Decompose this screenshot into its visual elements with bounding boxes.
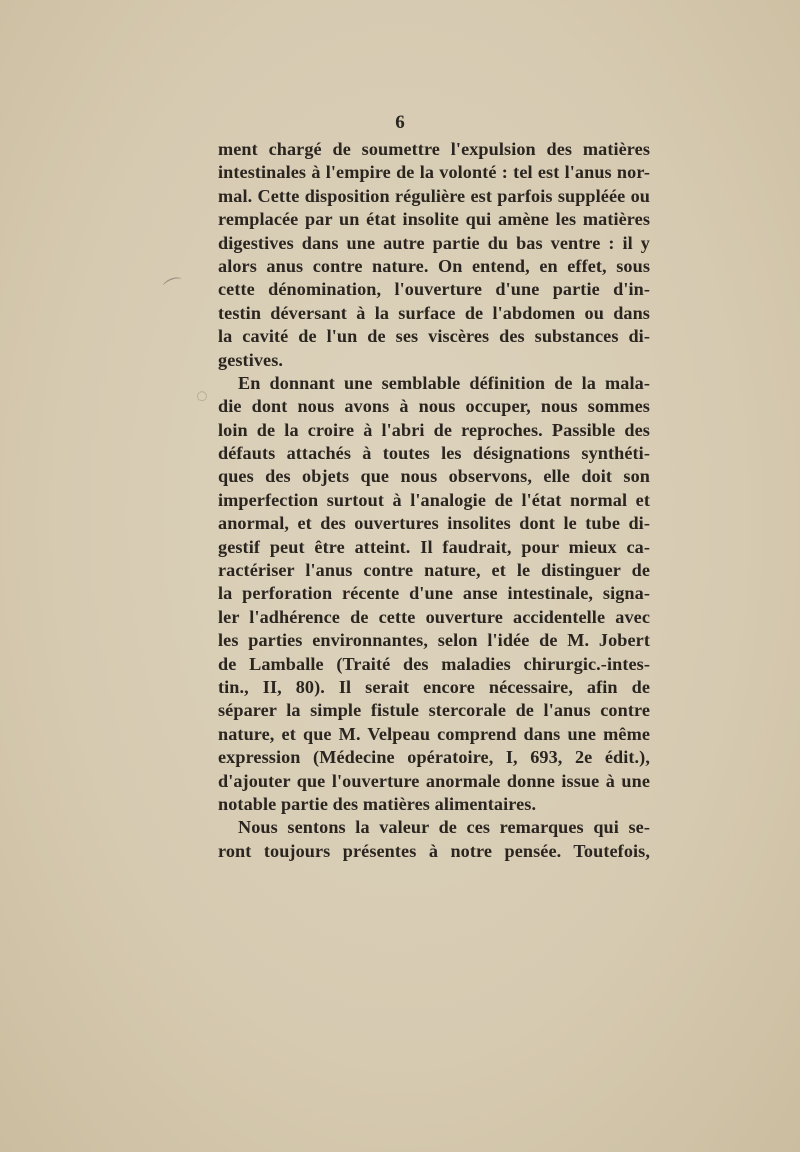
text-line: anormal, et des ouvertures insolites dont le tube di- (218, 513, 650, 534)
text-line: En donnant une semblable définition de la mala- (238, 372, 650, 393)
text-line: mal. Cette disposition régulière est parfois suppléée ou (218, 185, 650, 206)
text-line: tin., II, 80). Il serait encore nécessaire, afin de (218, 676, 650, 697)
pencil-mark: ◌ (196, 385, 208, 407)
text-line: imperfection surtout à l'analogie de l'état normal et (218, 489, 650, 510)
text-line: la perforation récente d'une anse intestinale, signa- (218, 583, 650, 604)
page-number: 6 (395, 112, 405, 133)
text-line: nature, et que M. Velpeau comprend dans une même (218, 723, 650, 744)
text-line: alors anus contre nature. On entend, en effet, sous (218, 255, 650, 276)
text-line: la cavité de l'un de ses viscères des substances di- (218, 326, 650, 347)
text-line: gestif peut être atteint. Il faudrait, pour mieux ca- (218, 536, 650, 557)
text-line: d'ajouter que l'ouverture anormale donne issue à une (218, 770, 650, 791)
text-line: die dont nous avons à nous occuper, nous sommes (218, 396, 650, 417)
text-line: ront toujours présentes à notre pensée. Toutefois, (218, 840, 650, 861)
text-line: gestives. (218, 349, 284, 370)
text-line: cette dénomination, l'ouverture d'une partie d'in- (218, 279, 650, 300)
text-line: loin de la croire à l'abri de reproches. Passible des (218, 419, 650, 440)
text-line: ques des objets que nous observons, elle doit son (218, 466, 650, 487)
pencil-mark: ⌒ (161, 275, 189, 303)
text-line: intestinales à l'empire de la volonté : tel est l'anus nor- (218, 162, 650, 183)
text-line: les parties environnantes, selon l'idée de M. Jobert (218, 630, 650, 651)
text-line: défauts attachés à toutes les désignations synthéti- (218, 443, 650, 464)
text-line: digestives dans une autre partie du bas ventre : il y (218, 232, 650, 253)
body-text (218, 138, 650, 863)
text-line: notable partie des matières alimentaires. (218, 793, 537, 814)
text-line: de Lamballe (Traité des maladies chirurgic.-intes- (218, 653, 650, 674)
text-line: ler l'adhérence de cette ouverture accidentelle avec (218, 606, 650, 627)
text-line: testin déversant à la surface de l'abdomen ou dans (218, 302, 650, 323)
text-line: séparer la simple fistule stercorale de l'anus contre (218, 700, 650, 721)
text-line: ment chargé de soumettre l'expulsion des matières (218, 139, 650, 159)
text-line: expression (Médecine opératoire, I, 693, 2e édit.), (218, 747, 650, 768)
text-line: ractériser l'anus contre nature, et le distinguer de (218, 560, 650, 581)
text-line: Nous sentons la valeur de ces remarques qui se- (238, 817, 650, 838)
text-line: remplacée par un état insolite qui amène les matières (218, 209, 650, 230)
